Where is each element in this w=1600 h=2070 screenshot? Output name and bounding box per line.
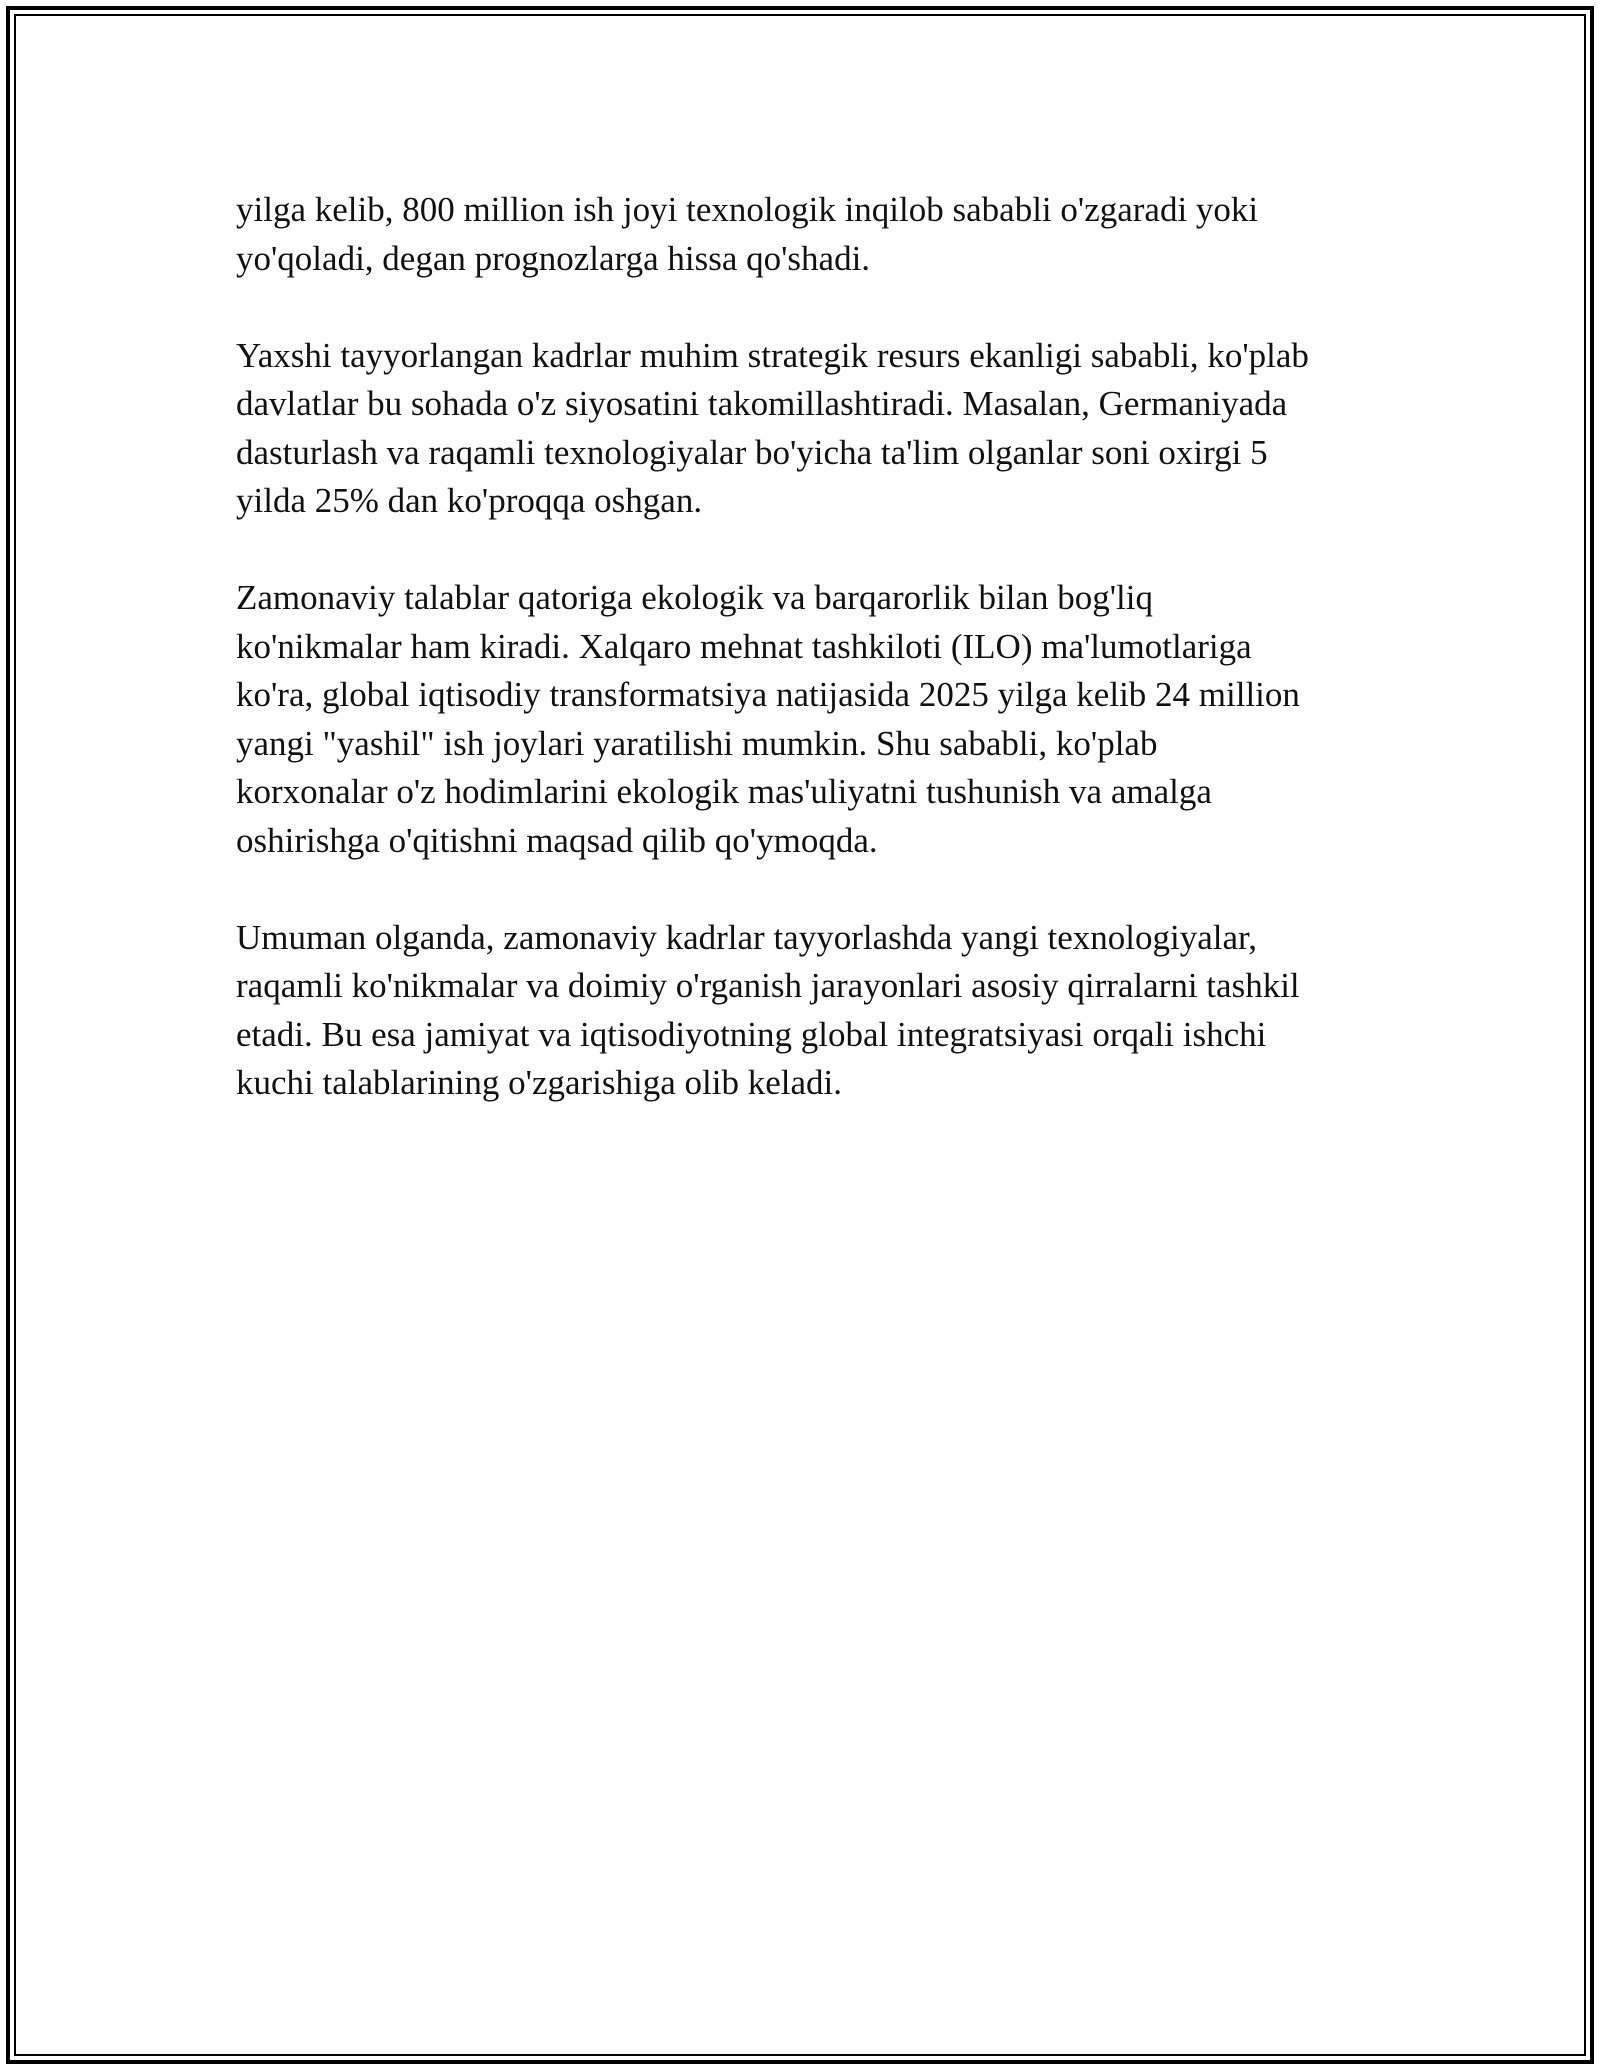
paragraph-line: korxonalar o'z hodimlarini ekologik mas'uliyatni tushunish va amalga	[236, 772, 1212, 811]
paragraph-2	[236, 332, 1376, 526]
paragraph-line: davlatlar bu sohada o'z siyosatini takomillashtiradi. Masalan, Germaniyada	[236, 384, 1288, 423]
paragraph-1	[236, 186, 1376, 283]
paragraph-line: dasturlash va raqamli texnologiyalar bo'yicha ta'lim olganlar soni oxirgi 5	[236, 432, 1268, 472]
paragraph-line: yilda 25% dan ko'proqqa oshgan.	[236, 481, 703, 520]
document-body	[236, 186, 1376, 1156]
paragraph-line: oshirishga o'qitishni maqsad qilib qo'ymoqda.	[236, 820, 878, 860]
paragraph-line: raqamli ko'nikmalar va doimiy o'rganish jarayonlari asosiy qirralarni tashkil	[236, 966, 1300, 1005]
paragraph-line: etadi. Bu esa jamiyat va iqtisodiyotning global integratsiyasi orqali ishchi	[236, 1014, 1267, 1054]
paragraph-line: ko'nikmalar ham kiradi. Xalqaro mehnat tashkiloti (ILO) ma'lumotlariga	[236, 626, 1252, 666]
paragraph-line: yangi "yashil" ish joylari yaratilishi mumkin. Shu sababli, ko'plab	[236, 723, 1158, 763]
paragraph-4	[236, 914, 1376, 1108]
paragraph-line: Zamonaviy talablar qatoriga ekologik va barqarorlik bilan bog'liq	[236, 578, 1153, 617]
paragraph-line: ko'ra, global iqtisodiy transformatsiya natijasida 2025 yilga kelib 24 million	[236, 675, 1300, 714]
paragraph-line: Yaxshi tayyorlangan kadrlar muhim strategik resurs ekanligi sababli, ko'plab	[236, 335, 1309, 375]
paragraph-line: yilga kelib, 800 million ish joyi texnologik inqilob sababli o'zgaradi yoki	[236, 190, 1259, 229]
paragraph-line: Umuman olganda, zamonaviy kadrlar tayyorlashda yangi texnologiyalar,	[236, 917, 1258, 957]
paragraph-3	[236, 574, 1376, 865]
paragraph-line: kuchi talablarining o'zgarishiga olib keladi.	[236, 1063, 842, 1102]
paragraph-line: yo'qoladi, degan prognozlarga hissa qo'shadi.	[236, 238, 871, 278]
